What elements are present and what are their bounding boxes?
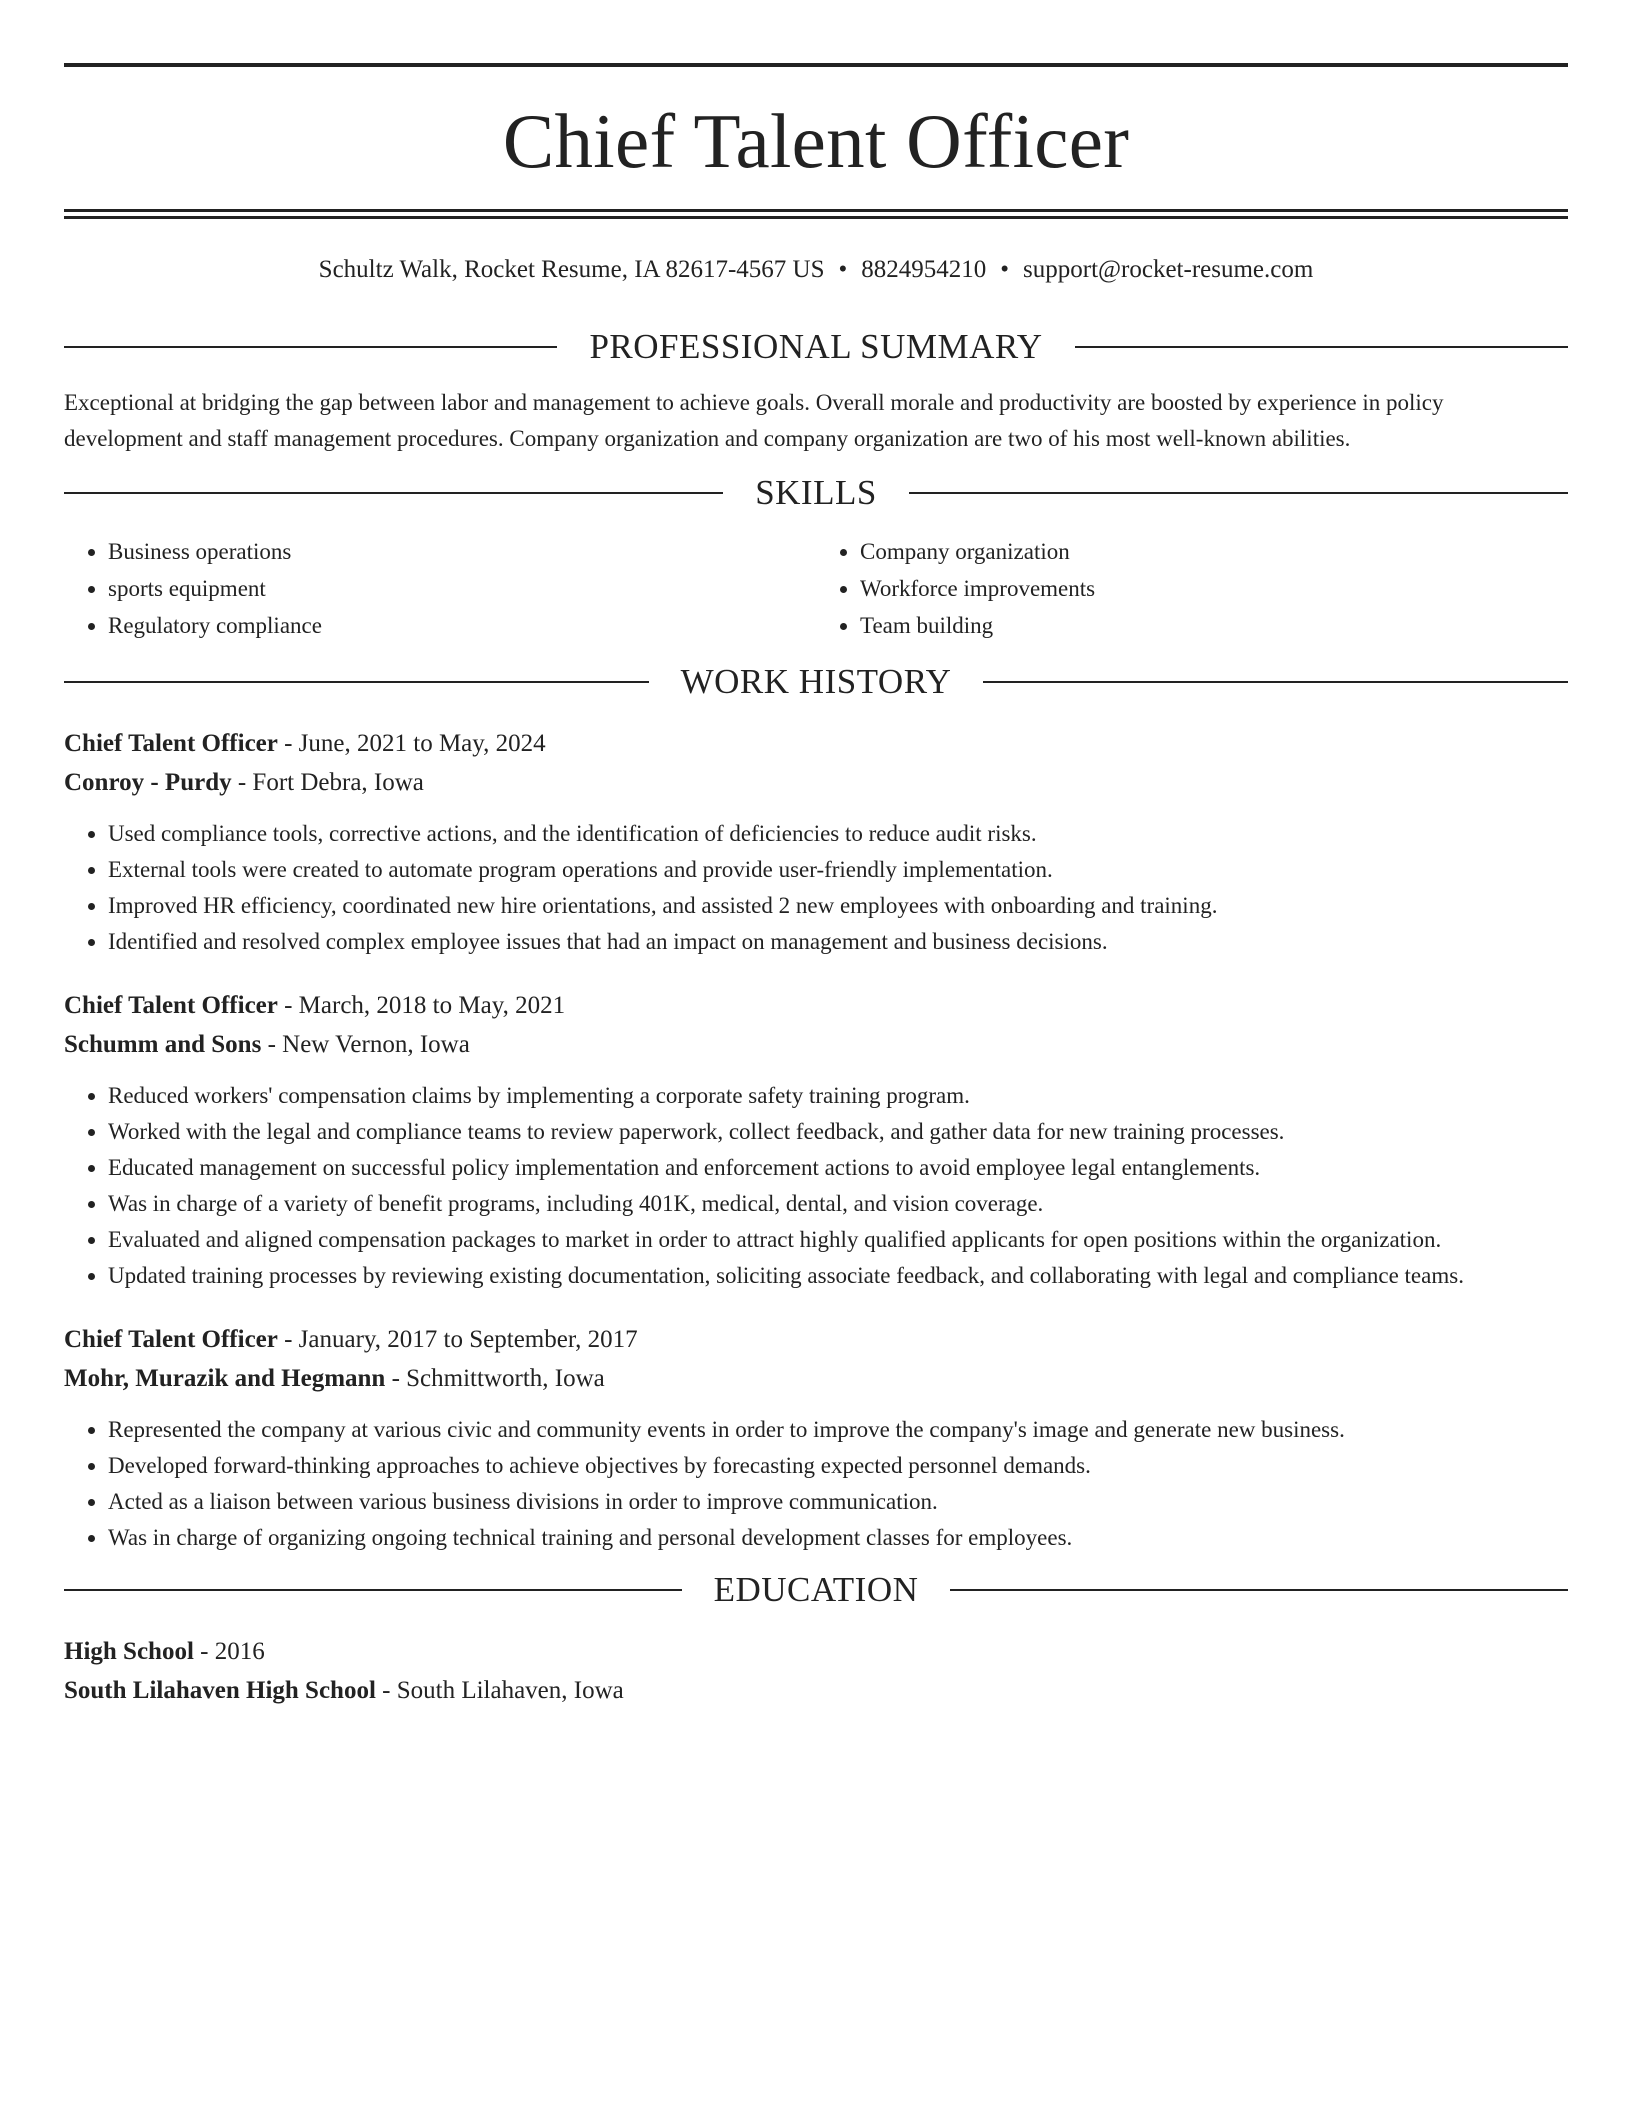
education-heading: EDUCATION <box>713 1570 919 1609</box>
skill-item: • Team building <box>860 607 1568 644</box>
job-bullets <box>64 816 1568 960</box>
education-school-line <box>64 1671 1568 1710</box>
job-dates: - March, 2018 to May, 2021 <box>277 992 566 1019</box>
job-entry <box>64 1320 1568 1556</box>
top-rule <box>64 63 1568 67</box>
job-title: Chief Talent Officer <box>64 730 278 757</box>
section-rule-left <box>64 492 723 494</box>
education-entry <box>64 1632 1568 1710</box>
education-year: - 2016 <box>193 1638 265 1665</box>
summary-heading: PROFESSIONAL SUMMARY <box>589 327 1043 366</box>
contact-separator: • <box>1000 256 1010 283</box>
job-company: Schumm and Sons <box>64 1031 262 1058</box>
job-bullet: • Updated training processes by reviewing existing documentation, soliciting associate feedback, and collaborating with legal and compliance teams. <box>108 1258 1568 1294</box>
job-company-line <box>64 1025 1568 1064</box>
double-rule <box>64 209 1568 219</box>
job-title-line <box>64 986 1568 1025</box>
job-location: - Fort Debra, Iowa <box>231 769 424 796</box>
contact-address: Schultz Walk, Rocket Resume, IA 82617-4567 US <box>318 256 825 283</box>
resume-name: Chief Talent Officer <box>502 98 1130 184</box>
section-rule-right <box>950 1589 1568 1591</box>
education-degree-line <box>64 1632 1568 1671</box>
contact-line <box>64 255 1568 285</box>
skills-list <box>64 533 1568 644</box>
skills-column-right <box>816 533 1568 644</box>
job-bullet: • Reduced workers' compensation claims by implementing a corporate safety training program. <box>108 1078 1568 1114</box>
summary-section-header <box>64 325 1568 369</box>
job-bullet: • Worked with the legal and compliance teams to review paperwork, collect feedback, and gather data for new training processes. <box>108 1114 1568 1150</box>
contact-separator: • <box>838 256 848 283</box>
job-bullet: • Improved HR efficiency, coordinated new hire orientations, and assisted 2 new employees with onboarding and training. <box>108 888 1568 924</box>
job-dates: - June, 2021 to May, 2024 <box>277 730 546 757</box>
section-rule-left <box>64 1589 682 1591</box>
section-rule-left <box>64 346 557 348</box>
job-bullets <box>64 1412 1568 1556</box>
job-bullet: • Was in charge of a variety of benefit programs, including 401K, medical, dental, and vision coverage. <box>108 1186 1568 1222</box>
job-bullet: • Used compliance tools, corrective actions, and the identification of deficiencies to reduce audit risks. <box>108 816 1568 852</box>
education-location: - South Lilahaven, Iowa <box>375 1677 624 1704</box>
job-bullets <box>64 1078 1568 1294</box>
job-title: Chief Talent Officer <box>64 992 278 1019</box>
job-title-line <box>64 1320 1568 1359</box>
education-section-header <box>64 1568 1568 1612</box>
section-rule-right <box>1075 346 1568 348</box>
skill-item: • Workforce improvements <box>860 570 1568 607</box>
job-bullet: • Represented the company at various civic and community events in order to improve the company's image and generate new business. <box>108 1412 1568 1448</box>
skill-item: • Regulatory compliance <box>108 607 816 644</box>
job-company: Mohr, Murazik and Hegmann <box>64 1365 386 1392</box>
section-rule-right <box>983 681 1568 683</box>
job-bullet: • Developed forward-thinking approaches to achieve objectives by forecasting expected personnel demands. <box>108 1448 1568 1484</box>
job-location: - Schmittworth, Iowa <box>385 1365 605 1392</box>
contact-email: support@rocket-resume.com <box>1023 256 1314 283</box>
section-rule-left <box>64 681 649 683</box>
work-heading: WORK HISTORY <box>680 662 952 701</box>
job-company-line <box>64 1359 1568 1398</box>
job-title-line <box>64 724 1568 763</box>
work-section-header <box>64 660 1568 704</box>
job-bullet: • Acted as a liaison between various business divisions in order to improve communication. <box>108 1484 1568 1520</box>
skills-heading: SKILLS <box>755 473 877 512</box>
job-bullet: • Educated management on successful policy implementation and enforcement actions to avoid employee legal entanglements. <box>108 1150 1568 1186</box>
skill-item: • Company organization <box>860 533 1568 570</box>
summary-text: Exceptional at bridging the gap between labor and management to achieve goals. Overall morale and productivity are boosted by experience in policy development and staff management procedures. Company organization and company organization are two of his most well-known abilities. <box>64 390 1444 451</box>
job-bullet: • Identified and resolved complex employee issues that had an impact on management and business decisions. <box>108 924 1568 960</box>
education-school: South Lilahaven High School <box>64 1677 376 1704</box>
contact-phone: 8824954210 <box>861 256 987 283</box>
skills-section-header <box>64 471 1568 515</box>
job-location: - New Vernon, Iowa <box>261 1031 470 1058</box>
job-title: Chief Talent Officer <box>64 1326 278 1353</box>
job-bullet: • Evaluated and aligned compensation packages to market in order to attract highly qualified applicants for open positions within the organization. <box>108 1222 1568 1258</box>
job-entry <box>64 986 1568 1294</box>
job-bullet: • Was in charge of organizing ongoing technical training and personal development classes for employees. <box>108 1520 1568 1556</box>
job-company-line <box>64 763 1568 802</box>
job-entry <box>64 724 1568 960</box>
job-dates: - January, 2017 to September, 2017 <box>277 1326 638 1353</box>
skill-item: • Business operations <box>108 533 816 570</box>
section-rule-right <box>909 492 1568 494</box>
job-company: Conroy - Purdy <box>64 769 232 796</box>
skills-column-left <box>64 533 816 644</box>
education-degree: High School <box>64 1638 194 1665</box>
job-bullet: • External tools were created to automate program operations and provide user-friendly implementation. <box>108 852 1568 888</box>
skill-item: • sports equipment <box>108 570 816 607</box>
